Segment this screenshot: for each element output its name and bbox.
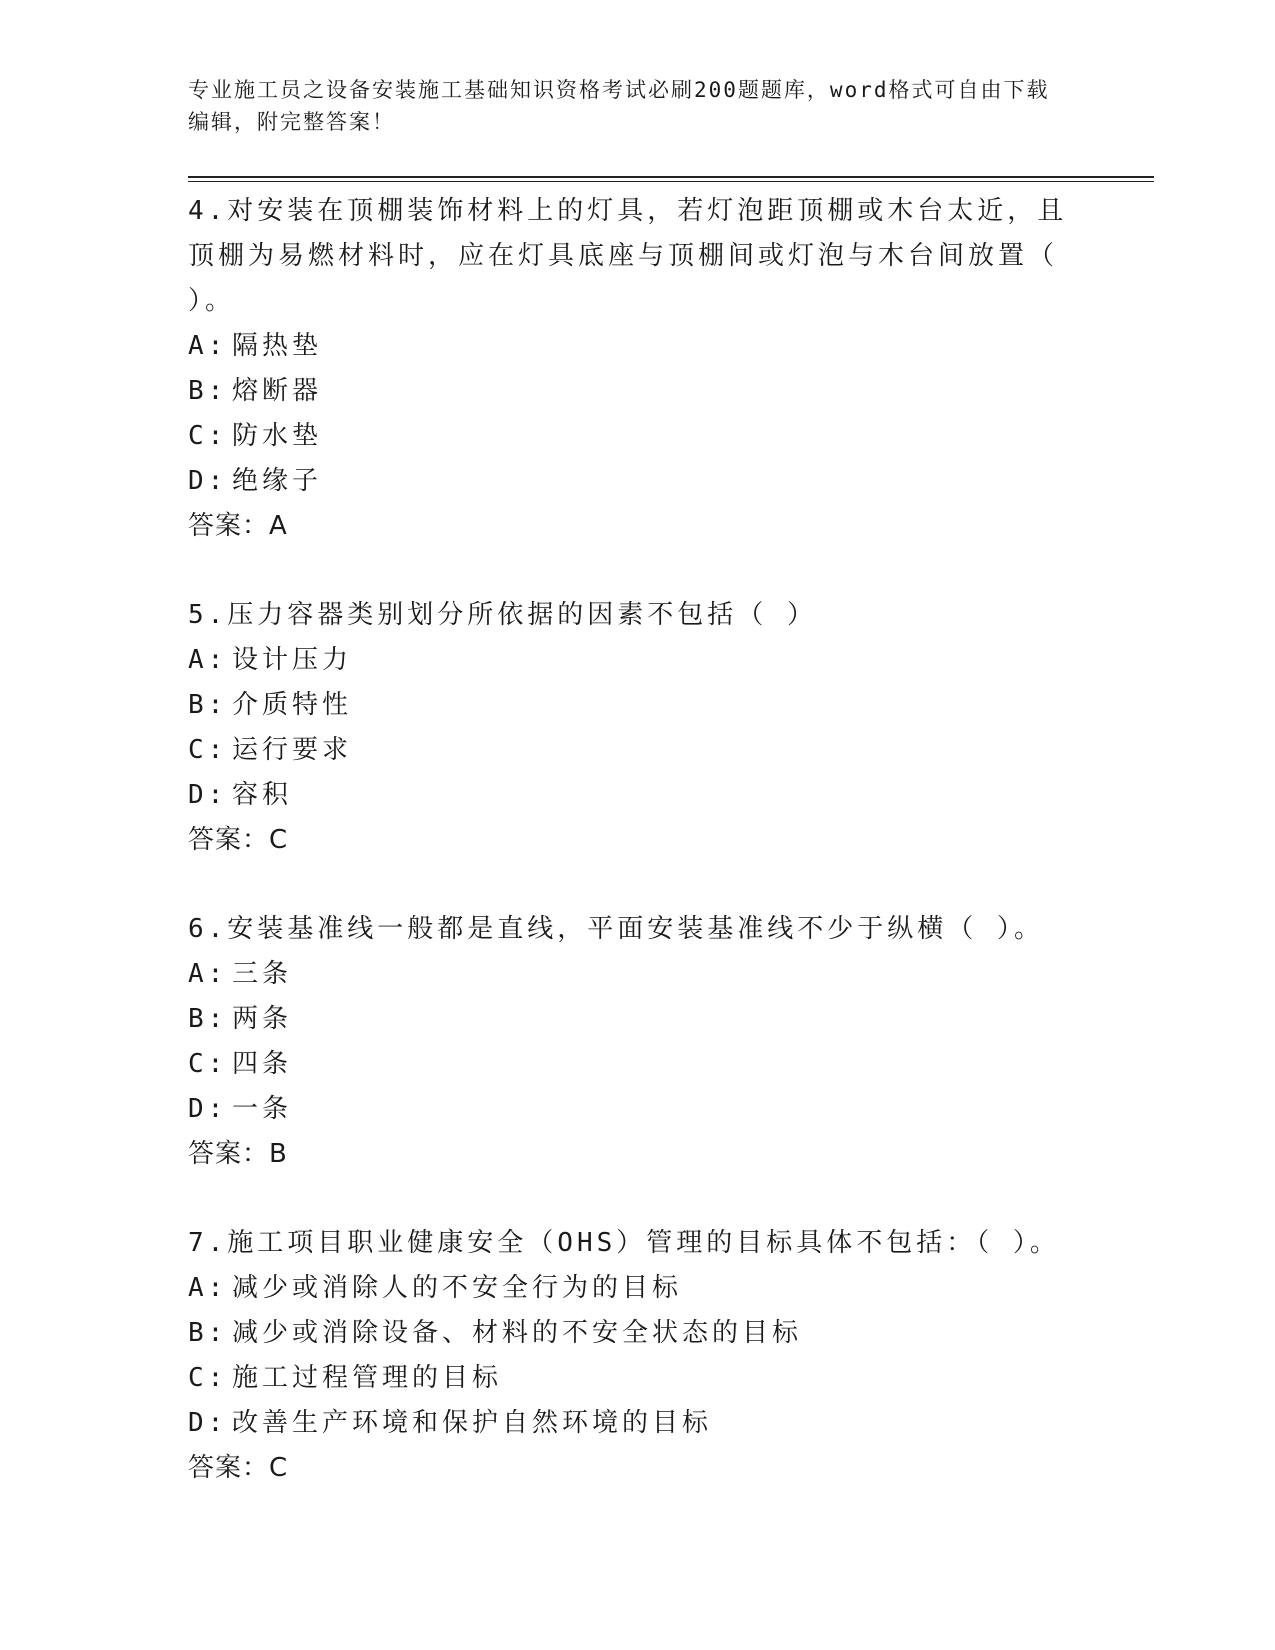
option-b: [188, 997, 1088, 1042]
option-b: [188, 1311, 1088, 1356]
option-key: D:: [188, 1408, 228, 1438]
option-text: 三条: [232, 959, 293, 989]
question-stem: 4.对安装在顶棚装饰材料上的灯具，若灯泡距顶棚或木台太近，且顶棚为易燃材料时，应在灯具底座与顶棚间或灯泡与木台间放置（ ）。: [188, 196, 1068, 316]
option-text: 熔断器: [232, 376, 323, 406]
option-key: D:: [188, 466, 228, 496]
option-key: C:: [188, 421, 228, 451]
answer-line: 答案：B: [188, 1139, 288, 1169]
option-text: 防水垫: [232, 421, 323, 451]
question-stem: 5.压力容器类别划分所依据的因素不包括（ ）: [188, 600, 817, 630]
option-key: A:: [188, 645, 228, 675]
option-d: [188, 1401, 1088, 1446]
question-stem: 6.安装基准线一般都是直线，平面安装基准线不少于纵横（ ）。: [188, 914, 1044, 944]
option-a: [188, 638, 1088, 683]
option-key: B:: [188, 376, 228, 406]
option-c: [188, 728, 1088, 773]
question-list: [188, 189, 1088, 1535]
option-key: C:: [188, 1363, 228, 1393]
option-key: B:: [188, 690, 228, 720]
option-text: 两条: [232, 1004, 293, 1034]
option-d: [188, 459, 1088, 504]
question-4: [188, 189, 1088, 549]
question-6: [188, 907, 1088, 1177]
option-text: 改善生产环境和保护自然环境的目标: [232, 1408, 713, 1438]
option-text: 一条: [232, 1094, 293, 1124]
option-a: [188, 952, 1088, 997]
option-text: 介质特性: [232, 690, 353, 720]
option-a: [188, 1266, 1088, 1311]
question-stem: 7.施工项目职业健康安全（OHS）管理的目标具体不包括：（ ）。: [188, 1228, 1060, 1258]
header-divider-thin: [188, 181, 1154, 182]
answer-line: 答案：C: [188, 825, 289, 855]
option-key: B:: [188, 1318, 228, 1348]
option-b: [188, 683, 1088, 728]
option-text: 运行要求: [232, 735, 353, 765]
question-7: [188, 1221, 1088, 1491]
option-key: D:: [188, 1094, 228, 1124]
option-text: 四条: [232, 1049, 293, 1079]
option-c: [188, 1042, 1088, 1087]
option-a: [188, 324, 1088, 369]
option-text: 减少或消除设备、材料的不安全状态的目标: [232, 1318, 803, 1348]
option-key: A:: [188, 331, 228, 361]
option-text: 容积: [232, 780, 293, 810]
option-text: 绝缘子: [232, 466, 323, 496]
option-d: [188, 1087, 1088, 1132]
option-key: C:: [188, 1049, 228, 1079]
option-key: A:: [188, 959, 228, 989]
option-text: 设计压力: [232, 645, 353, 675]
option-b: [188, 369, 1088, 414]
option-c: [188, 1356, 1088, 1401]
answer-line: 答案：C: [188, 1453, 289, 1483]
answer-line: 答案：A: [188, 511, 288, 541]
document-header: 专业施工员之设备安装施工基础知识资格考试必刷200题题库，word格式可自由下载编辑，附完整答案！: [188, 78, 1050, 134]
header-divider-thick: [188, 176, 1154, 178]
option-key: A:: [188, 1273, 228, 1303]
option-key: C:: [188, 735, 228, 765]
option-text: 施工过程管理的目标: [232, 1363, 503, 1393]
option-c: [188, 414, 1088, 459]
option-key: B:: [188, 1004, 228, 1034]
option-text: 减少或消除人的不安全行为的目标: [232, 1273, 683, 1303]
option-key: D:: [188, 780, 228, 810]
option-d: [188, 773, 1088, 818]
question-5: [188, 593, 1088, 863]
option-text: 隔热垫: [232, 331, 323, 361]
